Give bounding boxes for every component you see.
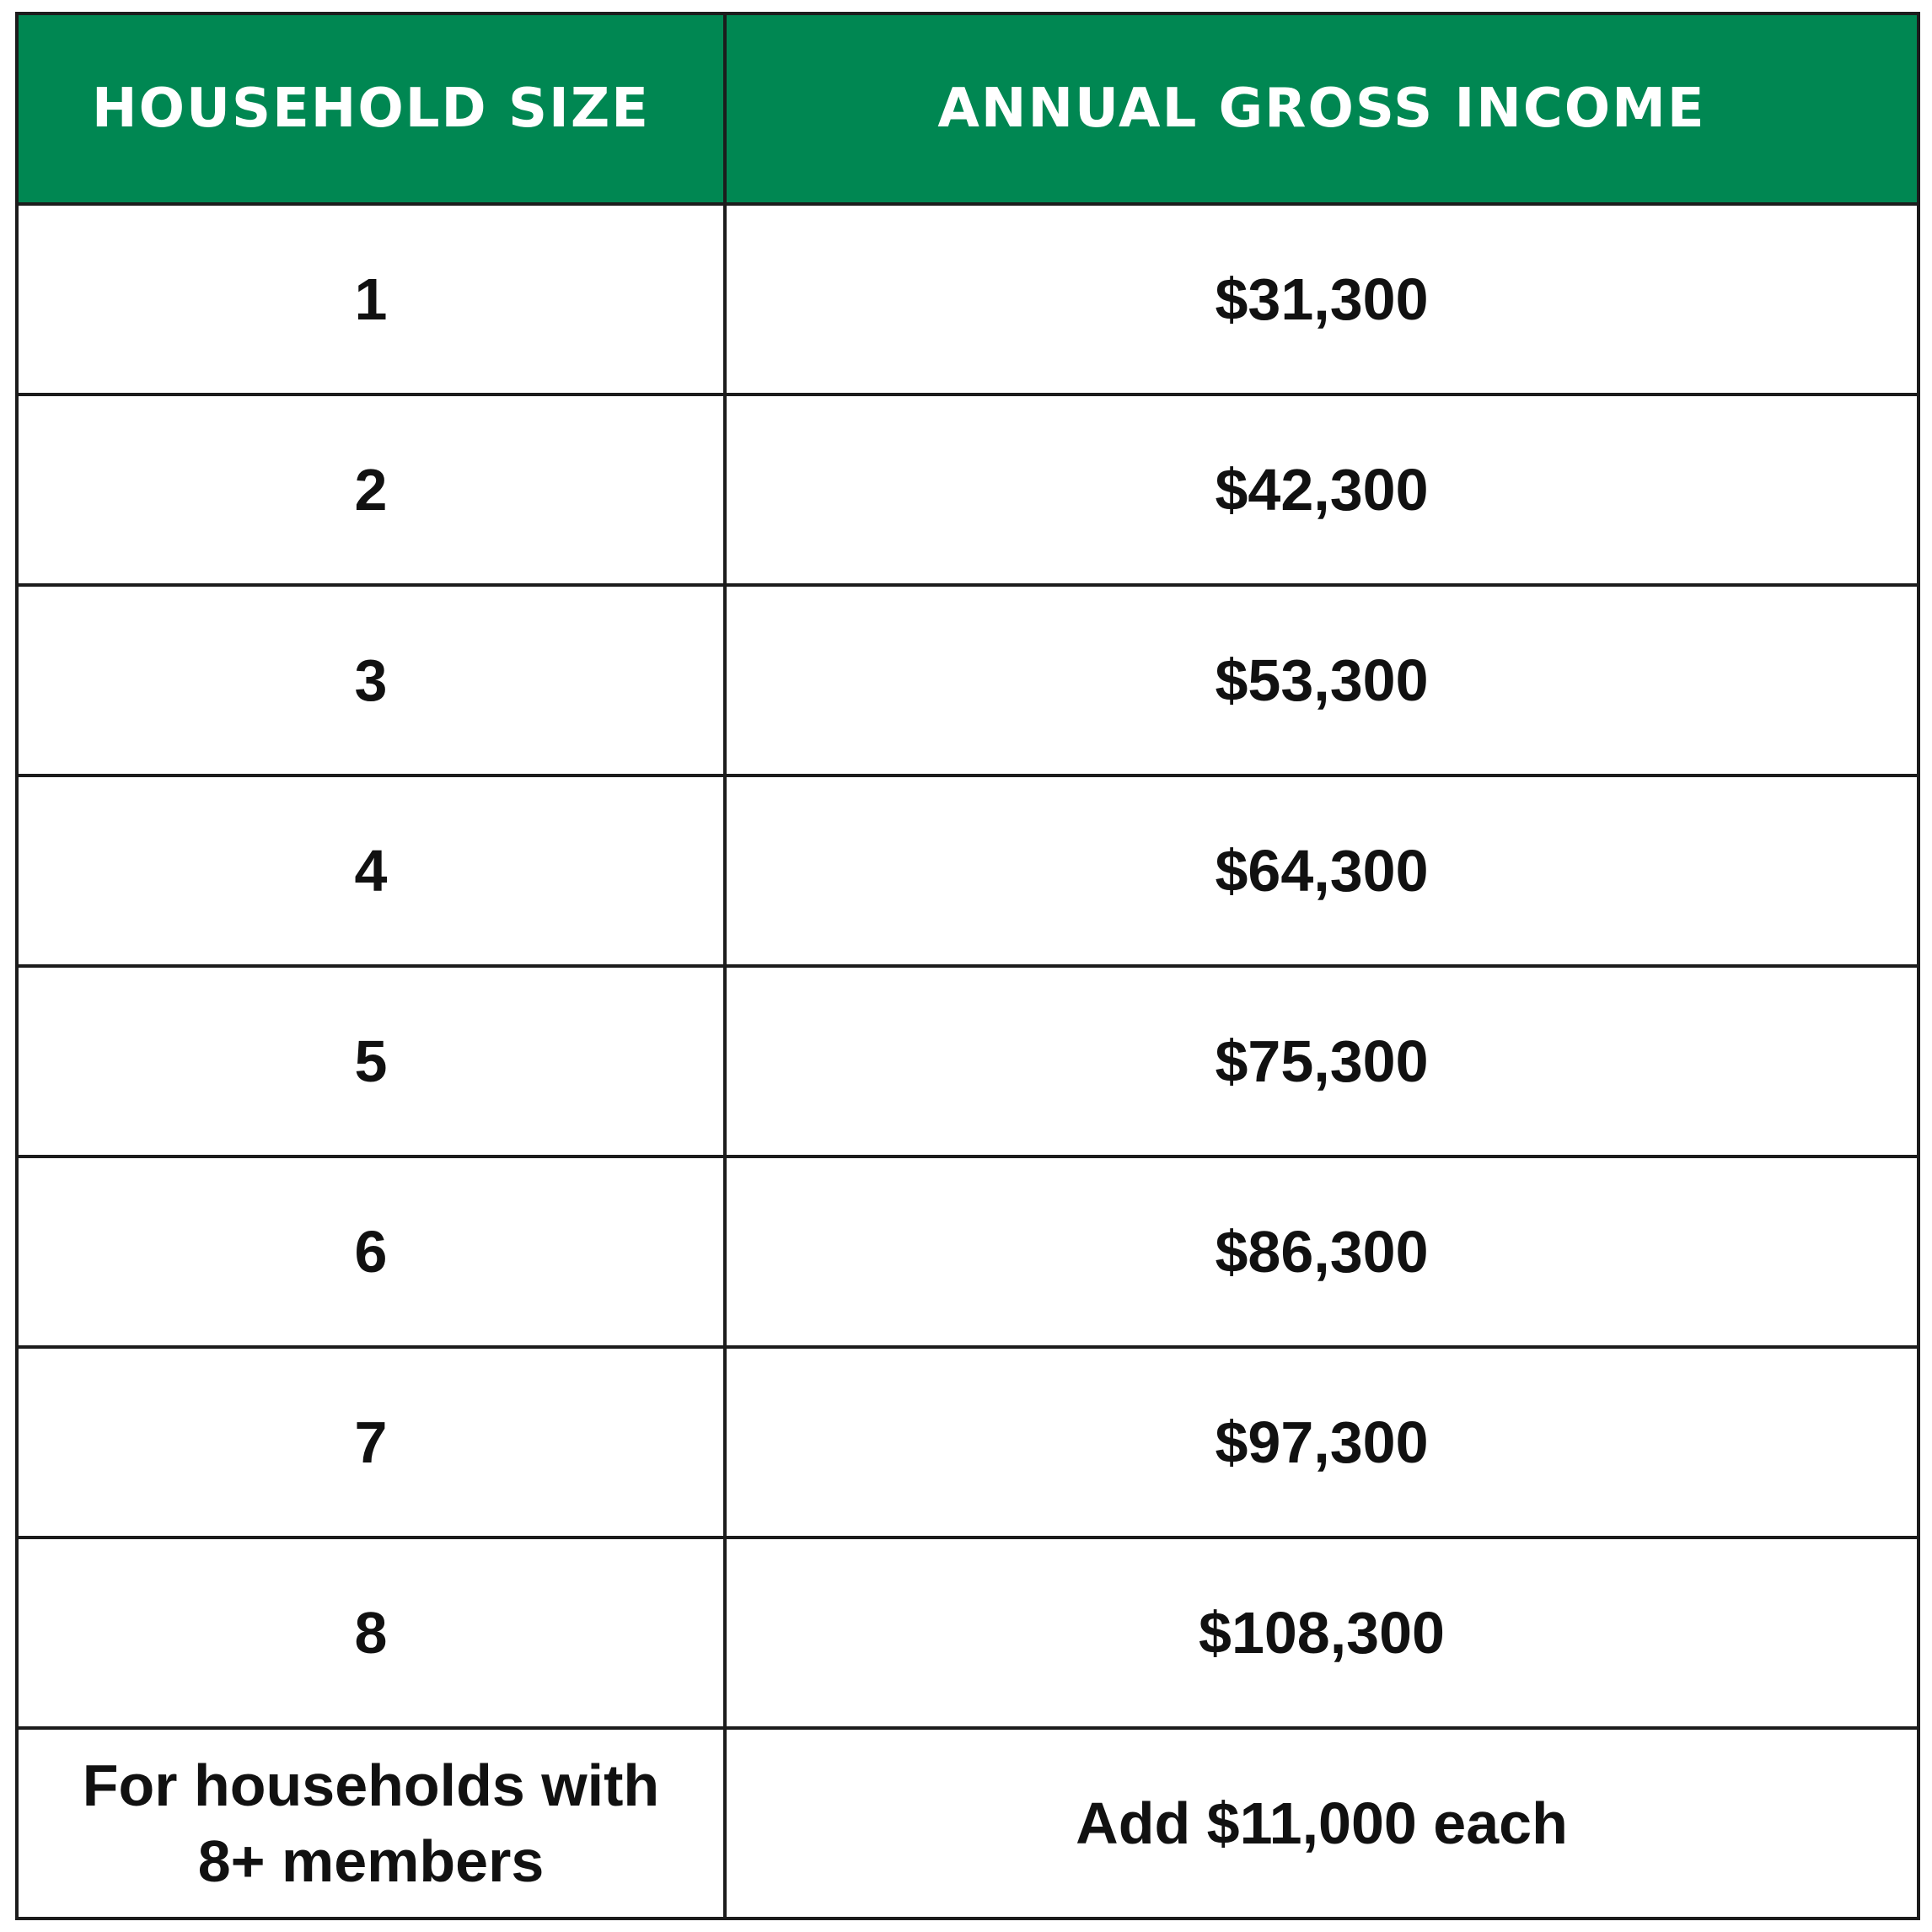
household-size-cell-additional	[17, 1728, 725, 1919]
income-cell: $108,300	[725, 1538, 1919, 1728]
income-cell: $31,300	[725, 204, 1919, 394]
table-row	[17, 1347, 1919, 1538]
household-size-cell: 5	[17, 966, 725, 1157]
header-household-size: HOUSEHOLD SIZE	[17, 13, 725, 204]
income-cell-additional: Add $11,000 each	[725, 1728, 1919, 1919]
household-size-cell: 8	[17, 1538, 725, 1728]
income-cell: $42,300	[725, 394, 1919, 585]
household-size-cell: 6	[17, 1157, 725, 1347]
household-size-cell: 1	[17, 204, 725, 394]
table-row	[17, 204, 1919, 394]
household-size-cell: 3	[17, 585, 725, 775]
table-row	[17, 394, 1919, 585]
income-cell: $86,300	[725, 1157, 1919, 1347]
table-row	[17, 1538, 1919, 1728]
table-row	[17, 585, 1919, 775]
table-row	[17, 966, 1919, 1157]
income-cell: $97,300	[725, 1347, 1919, 1538]
household-size-cell: 4	[17, 775, 725, 966]
table-row-additional-members	[17, 1728, 1919, 1919]
household-size-cell: 7	[17, 1347, 725, 1538]
household-size-cell: 2	[17, 394, 725, 585]
additional-size-line-2: 8+ members	[197, 1828, 545, 1894]
income-cell: $75,300	[725, 966, 1919, 1157]
header-row	[17, 13, 1919, 204]
income-limits-table	[15, 12, 1920, 1920]
table-row	[17, 1157, 1919, 1347]
header-annual-gross-income: ANNUAL GROSS INCOME	[725, 13, 1919, 204]
additional-size-line-1: For households with	[82, 1752, 660, 1818]
income-cell: $64,300	[725, 775, 1919, 966]
income-cell: $53,300	[725, 585, 1919, 775]
table-row	[17, 775, 1919, 966]
